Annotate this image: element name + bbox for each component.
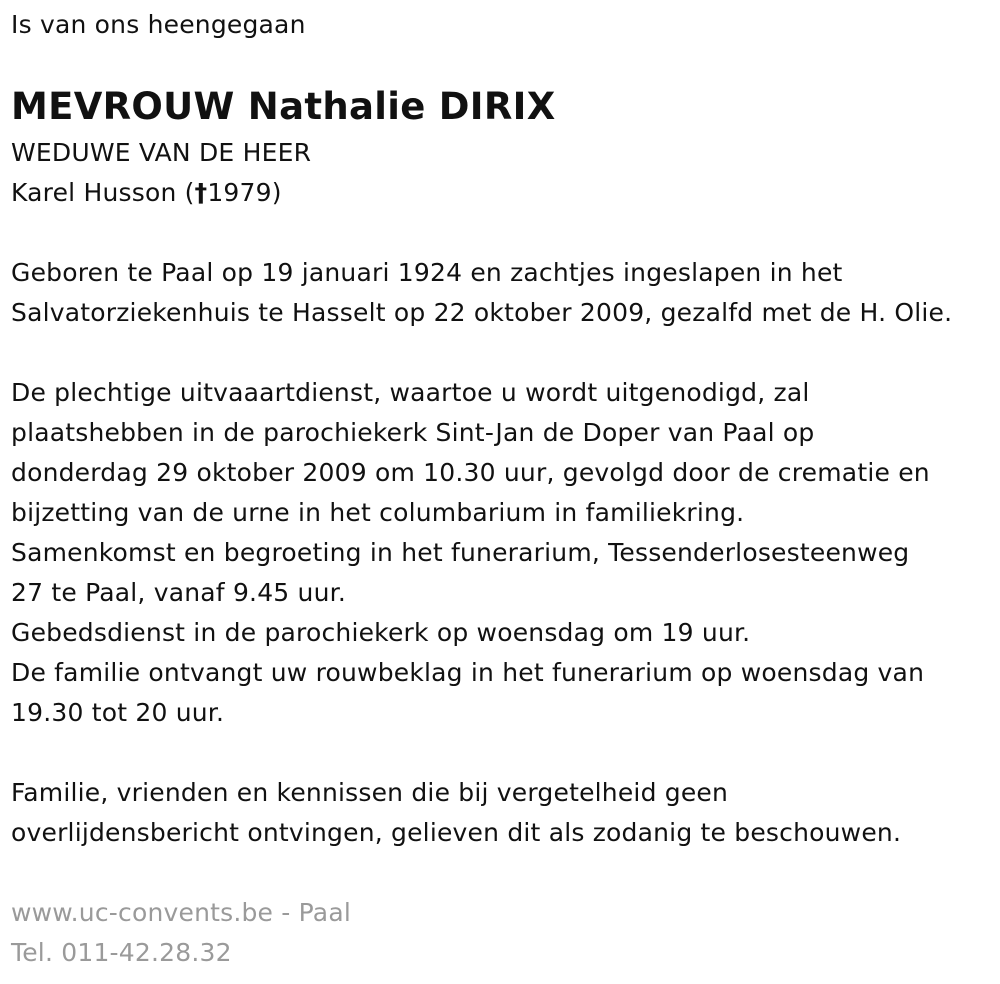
paragraph-line: 19.30 tot 20 uur. — [11, 698, 225, 727]
footer-website: www.uc-convents.be - Paal — [11, 898, 351, 927]
deceased-name: MEVROUW Nathalie DIRIX — [11, 85, 556, 128]
paragraph-line: 27 te Paal, vanaf 9.45 uur. — [11, 578, 346, 607]
paragraph-line: Geboren te Paal op 19 januari 1924 en zachtjes ingeslapen in het — [11, 258, 843, 287]
husband-line — [11, 173, 311, 213]
paragraph-line: Samenkomst en begroeting in het funerarium, Tessenderlosesteenweg — [11, 538, 910, 567]
paragraph-line: donderdag 29 oktober 2009 om 10.30 uur, gevolgd door de crematie en — [11, 458, 930, 487]
widow-info — [11, 133, 311, 213]
husband-name: Karel Husson ( — [11, 178, 195, 207]
paragraph-line: De familie ontvangt uw rouwbeklag in het funerarium op woensdag van — [11, 658, 925, 687]
family-notice-paragraph — [11, 773, 901, 853]
intro-text: Is van ons heengegaan — [11, 10, 306, 39]
paragraph-line: plaatshebben in de parochiekerk Sint-Jan de Doper van Paal op — [11, 418, 815, 447]
paragraph-line: overlijdensbericht ontvingen, gelieven dit als zodanig te beschouwen. — [11, 818, 902, 847]
paragraph-line: De plechtige uitvaaartdienst, waartoe u wordt uitgenodigd, zal — [11, 378, 810, 407]
paragraph-line: Gebedsdienst in de parochiekerk op woensdag om 19 uur. — [11, 618, 751, 647]
widow-title: WEDUWE VAN DE HEER — [11, 138, 312, 167]
paragraph-line: bijzetting van de urne in het columbarium in familiekring. — [11, 498, 745, 527]
cross-icon: † — [194, 178, 208, 207]
service-paragraph — [11, 373, 930, 733]
footer — [11, 893, 351, 973]
husband-death-year: 1979) — [207, 178, 282, 207]
birth-death-paragraph — [11, 253, 952, 333]
paragraph-line: Salvatorziekenhuis te Hasselt op 22 oktober 2009, gezalfd met de H. Olie. — [11, 298, 953, 327]
footer-phone: Tel. 011-42.28.32 — [11, 938, 232, 967]
paragraph-line: Familie, vrienden en kennissen die bij vergetelheid geen — [11, 778, 729, 807]
